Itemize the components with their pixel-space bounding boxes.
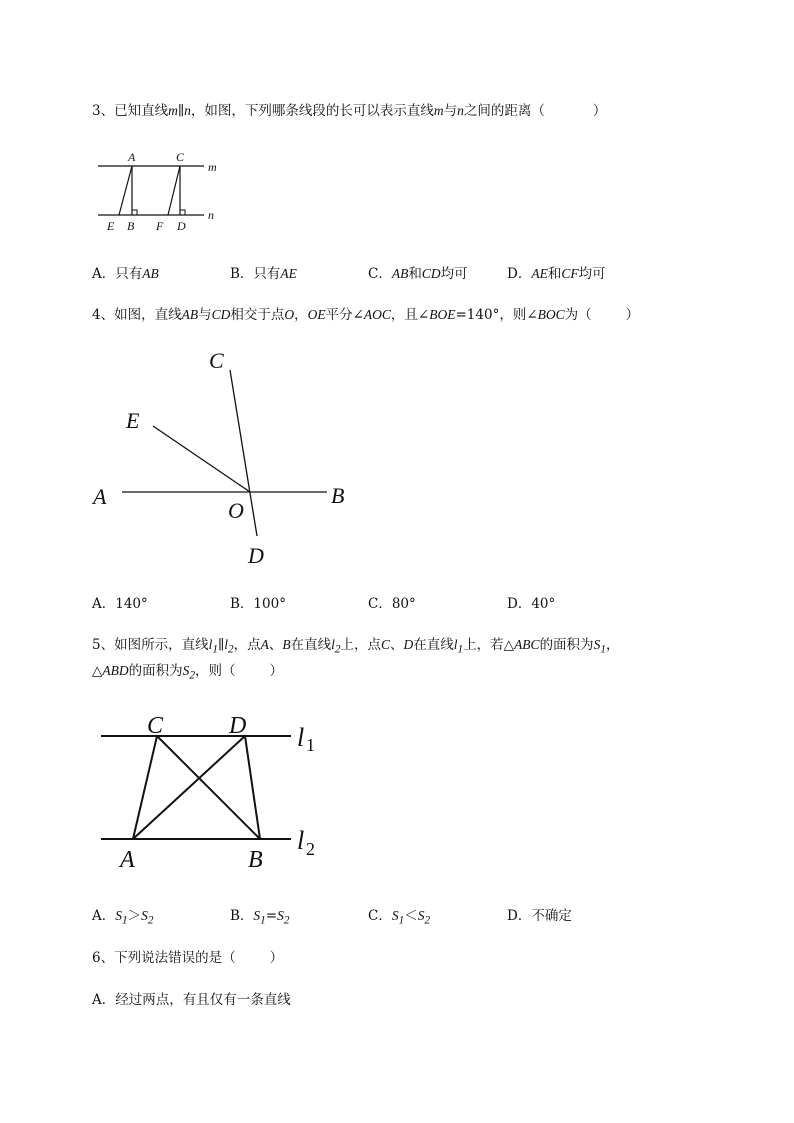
label-l1: l	[297, 723, 305, 752]
q5-stem-line2: △ABD的面积为$S_2$，则（ ）	[92, 663, 284, 682]
q4-option-c: C．80°	[368, 596, 416, 612]
label-B: B	[127, 219, 135, 233]
label-C: C	[147, 713, 164, 739]
label-D: D	[248, 543, 264, 568]
label-D: D	[177, 219, 186, 233]
label-E: E	[107, 219, 115, 233]
ray-OE	[153, 426, 250, 492]
q6-number: 6、	[92, 950, 115, 966]
segment-AD	[133, 736, 245, 839]
q5-option-b: B．$S_1=S_2$	[230, 908, 290, 927]
right-angle-B	[132, 210, 137, 215]
q5-option-c: C．$S_1<S_2$	[368, 908, 431, 927]
segment-AE	[119, 166, 132, 215]
q4-option-a: A．140°	[92, 596, 148, 612]
label-F: F	[156, 219, 164, 233]
segment-BC	[157, 736, 260, 839]
label-l2-sub: 2	[306, 839, 315, 859]
q3-option-d: D．AE和CF均可	[507, 266, 606, 282]
label-l1-sub: 1	[306, 735, 315, 755]
label-n: n	[208, 208, 214, 222]
right-angle-D	[180, 210, 185, 215]
label-A: A	[128, 150, 136, 164]
q5-option-a: A．$S_1>S_2$	[92, 908, 154, 927]
label-B: B	[248, 847, 263, 873]
q3-option-b: B．只有AE	[230, 266, 297, 282]
q4-option-d: D．40°	[507, 596, 556, 612]
q4-number: 4、	[92, 307, 115, 323]
q5-option-d: D．不确定	[507, 908, 572, 924]
label-D: D	[229, 713, 247, 739]
q6-stem: 6、下列说法错误的是（ ）	[92, 950, 284, 966]
q3-stem: 3、已知直线m∥n，如图，下列哪条线段的长可以表示直线m与n之间的距离（ ）	[92, 103, 607, 119]
q3-option-a: A．只有AB	[92, 266, 159, 282]
q5-figure	[95, 705, 335, 875]
label-A: A	[93, 484, 107, 509]
label-m: m	[208, 160, 217, 174]
q3-figure	[92, 145, 232, 235]
label-O: O	[228, 498, 244, 523]
label-A: A	[120, 847, 135, 873]
label-C: C	[209, 348, 224, 373]
segment-AC	[133, 736, 157, 839]
q6-option-a: A．经过两点，有且仅有一条直线	[92, 992, 291, 1008]
q4-stem: 4、如图，直线AB与CD相交于点O，OE平分∠AOC，且∠BOE=140°，则∠BOC为（ ）	[92, 307, 640, 323]
label-E: E	[126, 408, 140, 433]
label-C: C	[176, 150, 185, 164]
q3-number: 3、	[92, 103, 115, 119]
q4-option-b: B．100°	[230, 596, 286, 612]
label-l2: l	[297, 826, 305, 855]
q5-stem-line1: 5、如图所示，直线$l_1\parallel l_2$，点A、B在直线$l_2$上，点C、D在直线$l_1$上，若△ABC的面积为$S_1$，	[92, 637, 620, 656]
segment-BD	[245, 736, 260, 839]
q3-option-c: C．AB和CD均可	[368, 266, 468, 282]
q5-number: 5、	[92, 637, 115, 653]
segment-CF	[168, 166, 180, 215]
label-B: B	[331, 483, 345, 508]
q4-figure	[90, 340, 360, 575]
